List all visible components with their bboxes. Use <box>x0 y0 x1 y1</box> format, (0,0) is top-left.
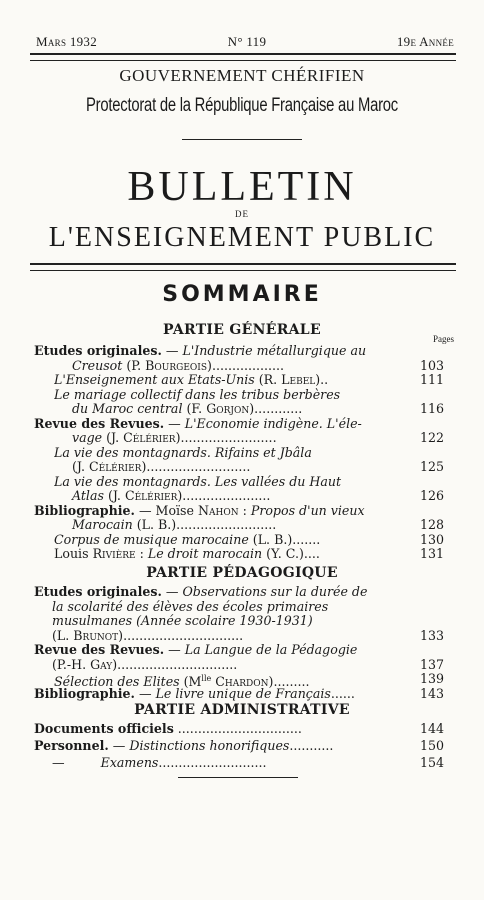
part-administrative-heading: PARTIE ADMINISTRATIVE <box>134 702 350 718</box>
toc-page: 126 <box>420 488 445 503</box>
toc-page: 144 <box>420 721 445 736</box>
toc-page: 131 <box>420 546 445 561</box>
document-page: Mars 1932 N° 119 19e Année GOUVERNEMENT CHÉRIFIEN Protectorat de la République Française au Maroc BULLETIN DE L'ENSEIGNEMENT PUBLIC SOMMAIRE PARTIE GÉNÉRALE Pages Etudes originales. — L'Industrie métallurgique au Creusot (P. Bourgeois).................. 103 L'Enseignement aux Etats-Unis (R. Lebel).. 111 Le mariage collectif dans les tribus berbères du Maroc central (F. Gorjon)............ 116 Revue des Revues. — L'Economie indigène. L'éle- vage (J. Célérier)........................ 122 La vie des montagnards. Rifains et Jbâla (J. Célérier).......................... 125 La vie des montagnards. Les vallées du Haut Atlas (J. Célérier)...................... 126 Bibliographie. — Moïse Nahon : Propos d'un vieux Marocain (L. B.)......................... 128 Corpus de musique marocaine (L. B.)....... 130 Louis Rivière : Le droit marocain (Y. C.).... 131 PARTIE PÉDAGOGIQUE Etudes originales. — Observations sur la durée de la scolarité des élèves des écoles primaires musulmanes (Année scolaire 1930-1931) (L. Brunot).............................. 133 Revue des Revues. — La Langue de la Pédagogie (P.-H. Gay).............................. 137 Sélection des Elites ($M^{lle}$ Chardon)......... 139 Bibliographie. — Le livre unique de Français...... 143 PARTIE ADMINISTRATIVE Documents officiels ............................... 144 Personnel. — Distinctions honorifiques........... 150 — Examens........................... 154 <box>0 0 484 900</box>
issue-number: N° 119 <box>227 34 267 49</box>
toc-page: 133 <box>420 627 445 643</box>
toc-page: 130 <box>420 531 445 547</box>
toc-page: 139 <box>420 671 445 686</box>
toc-page: 116 <box>420 401 445 416</box>
part-pedagogique-heading: PARTIE PÉDAGOGIQUE <box>146 565 338 581</box>
toc-page: 154 <box>420 755 445 770</box>
closing-rule <box>178 777 298 778</box>
masthead-title: L'ENSEIGNEMENT PUBLIC <box>48 222 436 253</box>
part-generale-heading: PARTIE GÉNÉRALE <box>163 322 321 338</box>
masthead-de: DE <box>235 209 249 219</box>
masthead-bulletin: BULLETIN <box>127 164 357 210</box>
toc-page: 143 <box>420 685 445 701</box>
masthead-divider <box>182 139 302 140</box>
toc-page: 111 <box>420 372 445 387</box>
issue-date: Mars 1932 <box>36 34 98 49</box>
masthead-rule <box>30 263 456 271</box>
masthead-government: GOUVERNEMENT CHÉRIFIEN <box>119 66 365 85</box>
toc-page: 137 <box>420 656 445 672</box>
pages-column-label: Pages <box>433 334 454 344</box>
toc-page: 103 <box>420 357 445 373</box>
header-rule <box>30 53 456 61</box>
toc-page: 125 <box>420 459 445 474</box>
masthead-protectorat: Protectorat de la République Française au Maroc <box>86 95 398 116</box>
sommaire-heading: SOMMAIRE <box>162 282 322 307</box>
toc-page: 150 <box>420 738 445 753</box>
toc-page: 122 <box>420 430 445 445</box>
issue-year: 19e Année <box>396 34 454 49</box>
page-header <box>36 34 454 50</box>
toc-page: 128 <box>420 517 445 532</box>
